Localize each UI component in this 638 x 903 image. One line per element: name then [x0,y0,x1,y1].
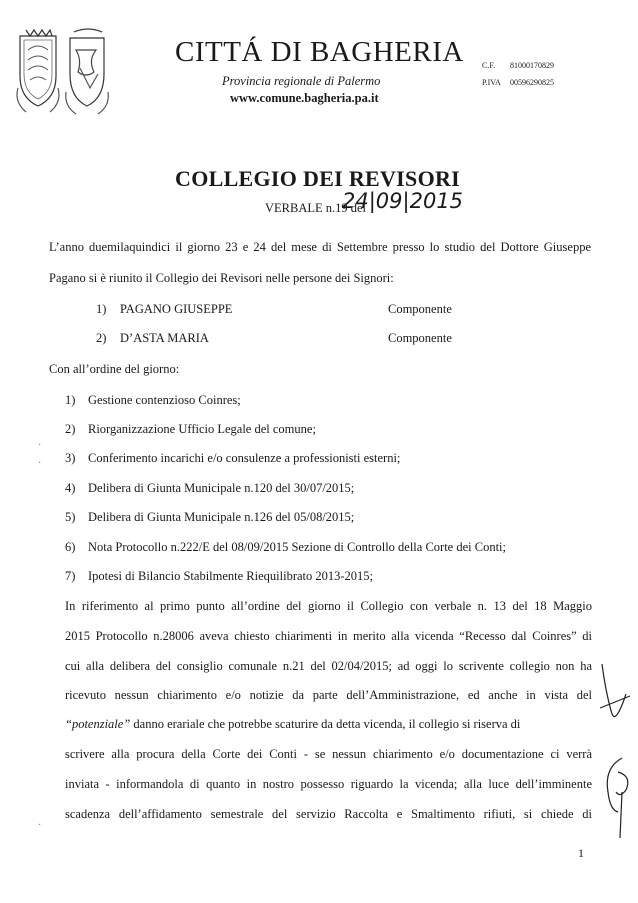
agenda-item: Riorganizzazione Ufficio Legale del comune; [88,422,316,436]
body-line: scadenza dell’affidamento semestrale del servizio Raccolta e Smaltimento rifiuti, si chiede di [65,807,592,821]
margin-speck: · [38,820,42,831]
signature-mark [596,660,636,730]
body-line: inviata - informandola di quanto in nostro possesso riguardo la vicenda; alla luce dell’imminente [65,777,592,791]
member-role: Componente [388,331,452,345]
signature-mark [600,752,634,842]
agenda-number: 3) [65,451,76,465]
member-number: 2) [96,331,107,345]
member-number: 1) [96,302,107,316]
piva-row [482,74,554,91]
city-title: CITTÁ DI BAGHERIA [175,36,464,68]
cf-value: 81000170829 [510,61,554,70]
cf-label: C.F. [482,61,496,70]
body-line [65,718,520,731]
body-line: 2015 Protocollo n.28006 aveva chiesto chiarimenti in merito alla vicenda “Recesso dal Coinres” di [65,629,592,643]
intro-line-1: L’anno duemilaquindici il giorno 23 e 24 del mese di Settembre presso lo studio del Dottore Giuseppe [49,240,591,254]
body-line: In riferimento al primo punto all’ordine del giorno il Collegio con verbale n. 13 del 18 Maggio [65,599,592,613]
agenda-item: Nota Protocollo n.222/E del 08/09/2015 Sezione di Controllo della Corte dei Conti; [88,540,507,554]
body-line: ricevuto nessun chiarimento e/o notizie da parte dell’Amministrazione, ed anche in vista del [65,688,592,702]
agenda-item: Delibera di Giunta Municipale n.126 del 05/08/2015; [88,510,355,524]
fiscal-codes [482,57,554,91]
agenda-item: Conferimento incarichi e/o consulenze a professionisti esterni; [88,451,401,465]
verbale-label: VERBALE n.19 del [265,201,367,215]
province-subtitle: Provincia regionale di Palermo [222,74,381,88]
italic-word: “potenziale” [65,717,131,731]
agenda-item: Gestione contenzioso Coinres; [88,393,241,407]
agenda-number: 7) [65,569,76,583]
document-title: COLLEGIO DEI REVISORI [175,166,461,191]
agenda-number: 1) [65,393,76,407]
website-link[interactable]: www.comune.bagheria.pa.it [230,91,379,105]
handwritten-date: 24|09|2015 [342,189,464,213]
member-name: PAGANO GIUSEPPE [120,302,233,316]
member-role: Componente [388,302,452,316]
body-line: cui alla delibera del consiglio comunale n.21 del 02/04/2015; ad oggi lo scrivente collegio non ha [65,659,592,673]
piva-label: P.IVA [482,78,501,87]
agenda-item: Delibera di Giunta Municipale n.120 del 30/07/2015; [88,481,355,495]
margin-speck: · [38,440,42,451]
agenda-number: 4) [65,481,76,495]
member-name: D’ASTA MARIA [120,331,209,345]
piva-value: 00596290825 [510,78,554,87]
cf-row [482,57,554,74]
coat-of-arms-logo [14,28,114,120]
agenda-intro: Con all’ordine del giorno: [49,362,180,376]
margin-speck: · [38,458,42,469]
agenda-item: Ipotesi di Bilancio Stabilmente Riequilibrato 2013-2015; [88,569,374,583]
agenda-number: 6) [65,540,76,554]
intro-line-2: Pagano si è riunito il Collegio dei Revisori nelle persone dei Signori: [49,271,394,285]
agenda-number: 2) [65,422,76,436]
body-line: scrivere alla procura della Corte dei Conti - se nessun chiarimento e/o documentazione ci verrà [65,747,592,761]
agenda-number: 5) [65,510,76,524]
page-number: 1 [578,846,584,860]
body-line-rest: danno erariale che potrebbe scaturire da detta vicenda, il collegio si riserva di [130,717,521,731]
